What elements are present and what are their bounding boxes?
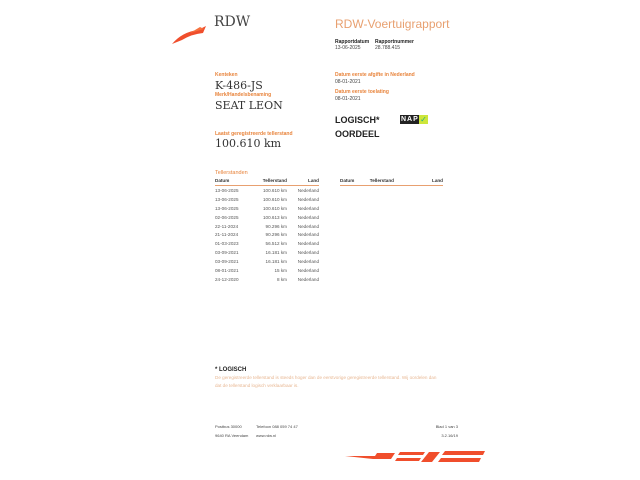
readings-table-2 xyxy=(340,177,443,186)
table-row xyxy=(215,275,319,284)
verdict-line2: OORDEEL xyxy=(335,129,380,139)
table-row xyxy=(215,213,319,222)
row-country: Nederland xyxy=(297,196,319,202)
plate-label: Kenteken xyxy=(215,72,238,78)
footer-address-2: 9640 RA Veendam xyxy=(215,433,249,438)
row-reading: 90.296 km xyxy=(265,223,287,229)
row-country: Nederland xyxy=(297,187,319,193)
row-country: Nederland xyxy=(297,232,319,238)
row-reading: 56.512 km xyxy=(265,241,287,247)
row-country: Nederland xyxy=(297,241,319,247)
make: SEAT LEON xyxy=(215,99,283,112)
first-issue-label: Datum eerste afgifte in Nederland xyxy=(335,72,415,78)
row-country: Nederland xyxy=(297,250,319,256)
first-admission: 08-01-2021 xyxy=(335,96,361,102)
table-row xyxy=(215,204,319,213)
footnote-text-1: De geregistreerde tellerstand is steeds hoger dan de eerstvorige geregistreerde tellerstand. Wij oordelen dan xyxy=(215,375,437,380)
report-title: RDW-Voertuigrapport xyxy=(335,17,450,31)
make-label: Merk/Handelsbenaming xyxy=(215,92,272,98)
table-row xyxy=(215,266,319,275)
row-reading: 16.181 km xyxy=(265,250,287,256)
readings-title: Tellerstanden xyxy=(215,170,248,176)
row-date: 13-06-2025 xyxy=(215,187,239,193)
table-row xyxy=(215,195,319,204)
col-date: Datum xyxy=(215,177,250,186)
table-row xyxy=(215,257,319,266)
row-date: 21-11-2024 xyxy=(215,232,239,238)
row-reading: 100.610 km xyxy=(262,196,287,202)
footer-page: Blad 1 van 3 xyxy=(435,424,458,429)
plate: K-486-JS xyxy=(215,79,263,92)
first-issue: 08-01-2021 xyxy=(335,79,361,85)
row-reading: 16.181 km xyxy=(265,259,287,265)
table-row xyxy=(215,230,319,239)
table-row xyxy=(215,239,319,248)
table-row xyxy=(215,222,319,231)
brand-name: RDW xyxy=(214,14,251,30)
row-date: 03-09-2021 xyxy=(215,250,239,256)
row-reading: 90.296 km xyxy=(265,232,287,238)
row-country: Nederland xyxy=(297,276,319,282)
nap-logo-icon: NAP ✓ xyxy=(401,115,427,124)
footnote-text-2: dat de tellerstand logisch verklaarbaar is. xyxy=(215,383,299,388)
footer-web[interactable]: www.rdw.nl xyxy=(256,433,277,438)
row-country: Nederland xyxy=(297,259,319,265)
col-country: Land xyxy=(420,177,443,186)
col-reading: Tellerstand xyxy=(250,177,286,186)
report-date: 13-06-2025 xyxy=(335,45,361,51)
decorative-stripes-icon xyxy=(345,448,485,464)
row-date: 22-11-2024 xyxy=(215,223,239,229)
footer-code: 3.2.16/19 xyxy=(441,433,458,438)
row-country: Nederland xyxy=(297,223,319,229)
row-reading: 100.610 km xyxy=(262,205,287,211)
row-reading: 15 km xyxy=(274,267,287,273)
col-date: Datum xyxy=(340,177,370,186)
table-row xyxy=(215,186,319,195)
row-country: Nederland xyxy=(297,214,319,220)
odometer: 100.610 km xyxy=(215,137,282,150)
report-date-label: Rapportdatum xyxy=(335,39,370,45)
footer-address-1: Postbus 30000 xyxy=(215,424,242,429)
col-reading: Tellerstand xyxy=(370,177,420,186)
report-number-label: Rapportnummer xyxy=(375,39,414,45)
row-date: 24-12-2020 xyxy=(215,276,239,282)
verdict-line1: LOGISCH* xyxy=(335,115,380,125)
row-date: 03-09-2021 xyxy=(215,259,239,265)
footnote-title: * LOGISCH xyxy=(215,367,247,373)
row-country: Nederland xyxy=(297,267,319,273)
report-number: 28.788.415 xyxy=(375,45,401,51)
row-date: 13-06-2025 xyxy=(215,205,239,211)
odometer-label: Laatst geregistreerde tellerstand xyxy=(215,131,293,137)
col-country: Land xyxy=(287,177,319,186)
rdw-logo-icon xyxy=(170,24,210,46)
row-reading: 100.613 km xyxy=(262,214,287,220)
row-date: 01-03-2023 xyxy=(215,241,239,247)
first-admission-label: Datum eerste toelating xyxy=(335,89,389,95)
row-date: 02-06-2025 xyxy=(215,214,239,220)
table-row xyxy=(215,248,319,257)
row-reading: 100.610 km xyxy=(262,187,287,193)
readings-table xyxy=(215,177,319,284)
row-date: 08-01-2021 xyxy=(215,267,239,273)
row-reading: 8 km xyxy=(277,276,287,282)
footer-phone: Telefoon 088 059 74 47 xyxy=(256,424,298,429)
row-country: Nederland xyxy=(297,205,319,211)
row-date: 13-06-2025 xyxy=(215,196,239,202)
